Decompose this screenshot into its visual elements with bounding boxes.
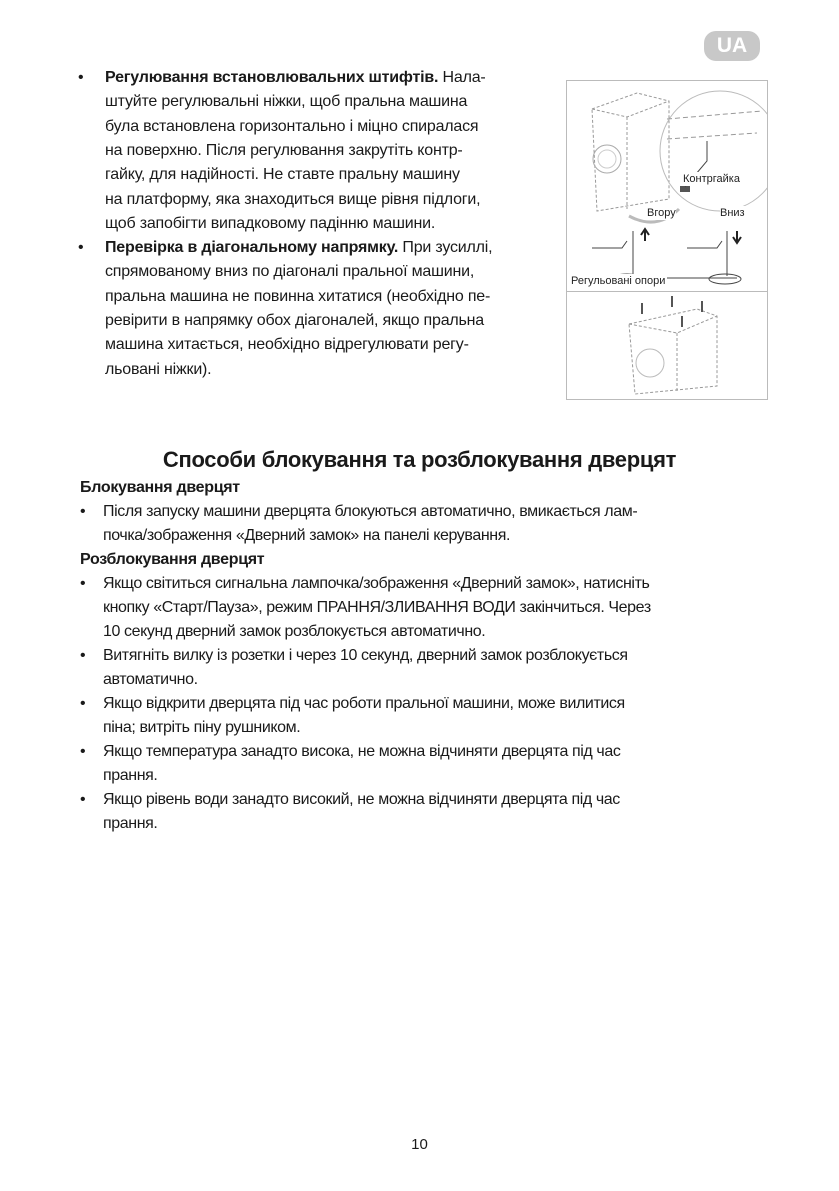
text-line (105, 260, 474, 284)
line-text: пральна машина не повинна хитатися (необхідно пе- (105, 287, 491, 305)
list-line: прання. (103, 815, 158, 832)
text-line (105, 139, 463, 163)
list-line: 10 секунд дверний замок розблокується автоматично. (103, 623, 486, 640)
text-line (105, 212, 435, 236)
list-line: Після запуску машини дверцята блокуються автоматично, вмикається лам- (103, 503, 638, 520)
line-text: гайку, для надійності. Не ставте пральну машину (105, 166, 460, 184)
bullet-icon: • (80, 575, 86, 592)
line-text: на платформу, яка знаходиться вище рівня підлоги, (105, 190, 481, 208)
list-line: Якщо відкрити дверцята під час роботи пральної машини, може вилитися (103, 695, 625, 712)
text-line (105, 285, 490, 309)
bullet-icon: • (80, 791, 86, 808)
line-text: ревірити в напрямку обох діагоналей, якщо пральна (105, 312, 485, 329)
line-text: була встановлена горизонтально і міцно спиралася (105, 117, 479, 135)
line-text: щоб запобігти випадковому падінню машини. (105, 214, 436, 232)
line-text: льовані ніжки). (105, 360, 212, 378)
list-line: Якщо світиться сигнальна лампочка/зображення «Дверний замок», натисніть (103, 575, 650, 592)
bullet-icon: • (78, 239, 84, 257)
text-line (105, 309, 484, 333)
line-text: При зусиллі, (398, 239, 493, 257)
text-line (105, 333, 469, 357)
text-line (105, 236, 492, 260)
list-line: Витягніть вилку із розетки і через 10 секунд, дверний замок розблокується (103, 647, 628, 664)
list-line: прання. (103, 767, 158, 784)
text-line (105, 163, 460, 187)
washing-machine-illustration (567, 81, 767, 399)
line-text: Нала- (438, 69, 486, 86)
line-text: спрямованому вниз по діагоналі пральної машини, (105, 263, 475, 281)
lock-heading: Блокування дверцят (80, 479, 240, 496)
text-line (105, 66, 486, 90)
line-text: машина хитається, необхідно відрегулювати регу- (105, 336, 469, 354)
line-text: на поверхню. Після регулювання закрутіть контр- (105, 141, 463, 159)
figure-divider (567, 291, 767, 292)
page-number: 10 (411, 1136, 428, 1153)
list-line: піна; витріть піну рушником. (103, 719, 301, 736)
list-line: Якщо рівень води занадто високий, не можна відчиняти дверцята під час (103, 791, 620, 808)
line-text: штуйте регулювальні ніжки, щоб пральна машина (105, 93, 468, 111)
list-line: кнопку «Старт/Пауза», режим ПРАННЯ/ЗЛИВАННЯ ВОДИ закінчиться. Через (103, 599, 651, 616)
leveling-figure (566, 80, 768, 400)
text-line (105, 188, 480, 212)
bold-lead: Регулювання встановлювальних штифтів. (105, 69, 439, 86)
language-badge: UA (704, 31, 760, 61)
text-line (105, 115, 478, 139)
text-line (105, 90, 467, 114)
unlock-heading: Розблокування дверцят (80, 551, 265, 568)
text-line (105, 358, 211, 382)
down-label: Вниз (720, 207, 745, 219)
locknut-label: Контргайка (683, 173, 740, 185)
bullet-icon: • (80, 695, 86, 712)
up-label: Вгору (647, 207, 676, 219)
list-line: почка/зображення «Дверний замок» на панелі керування. (103, 527, 511, 544)
bullet-icon: • (80, 743, 86, 760)
list-line: Якщо температура занадто висока, не можна відчиняти дверцята під час (103, 743, 621, 760)
section-title: Способи блокування та розблокування дверцят (162, 447, 677, 472)
bullet-icon: • (80, 503, 86, 520)
list-line: автоматично. (103, 671, 198, 688)
bullet-icon: • (80, 647, 86, 664)
bullet-icon: • (78, 69, 84, 86)
bold-lead: Перевірка в діагональному напрямку. (105, 239, 399, 257)
adjustable-feet-label: Регульовані опори (571, 275, 666, 287)
